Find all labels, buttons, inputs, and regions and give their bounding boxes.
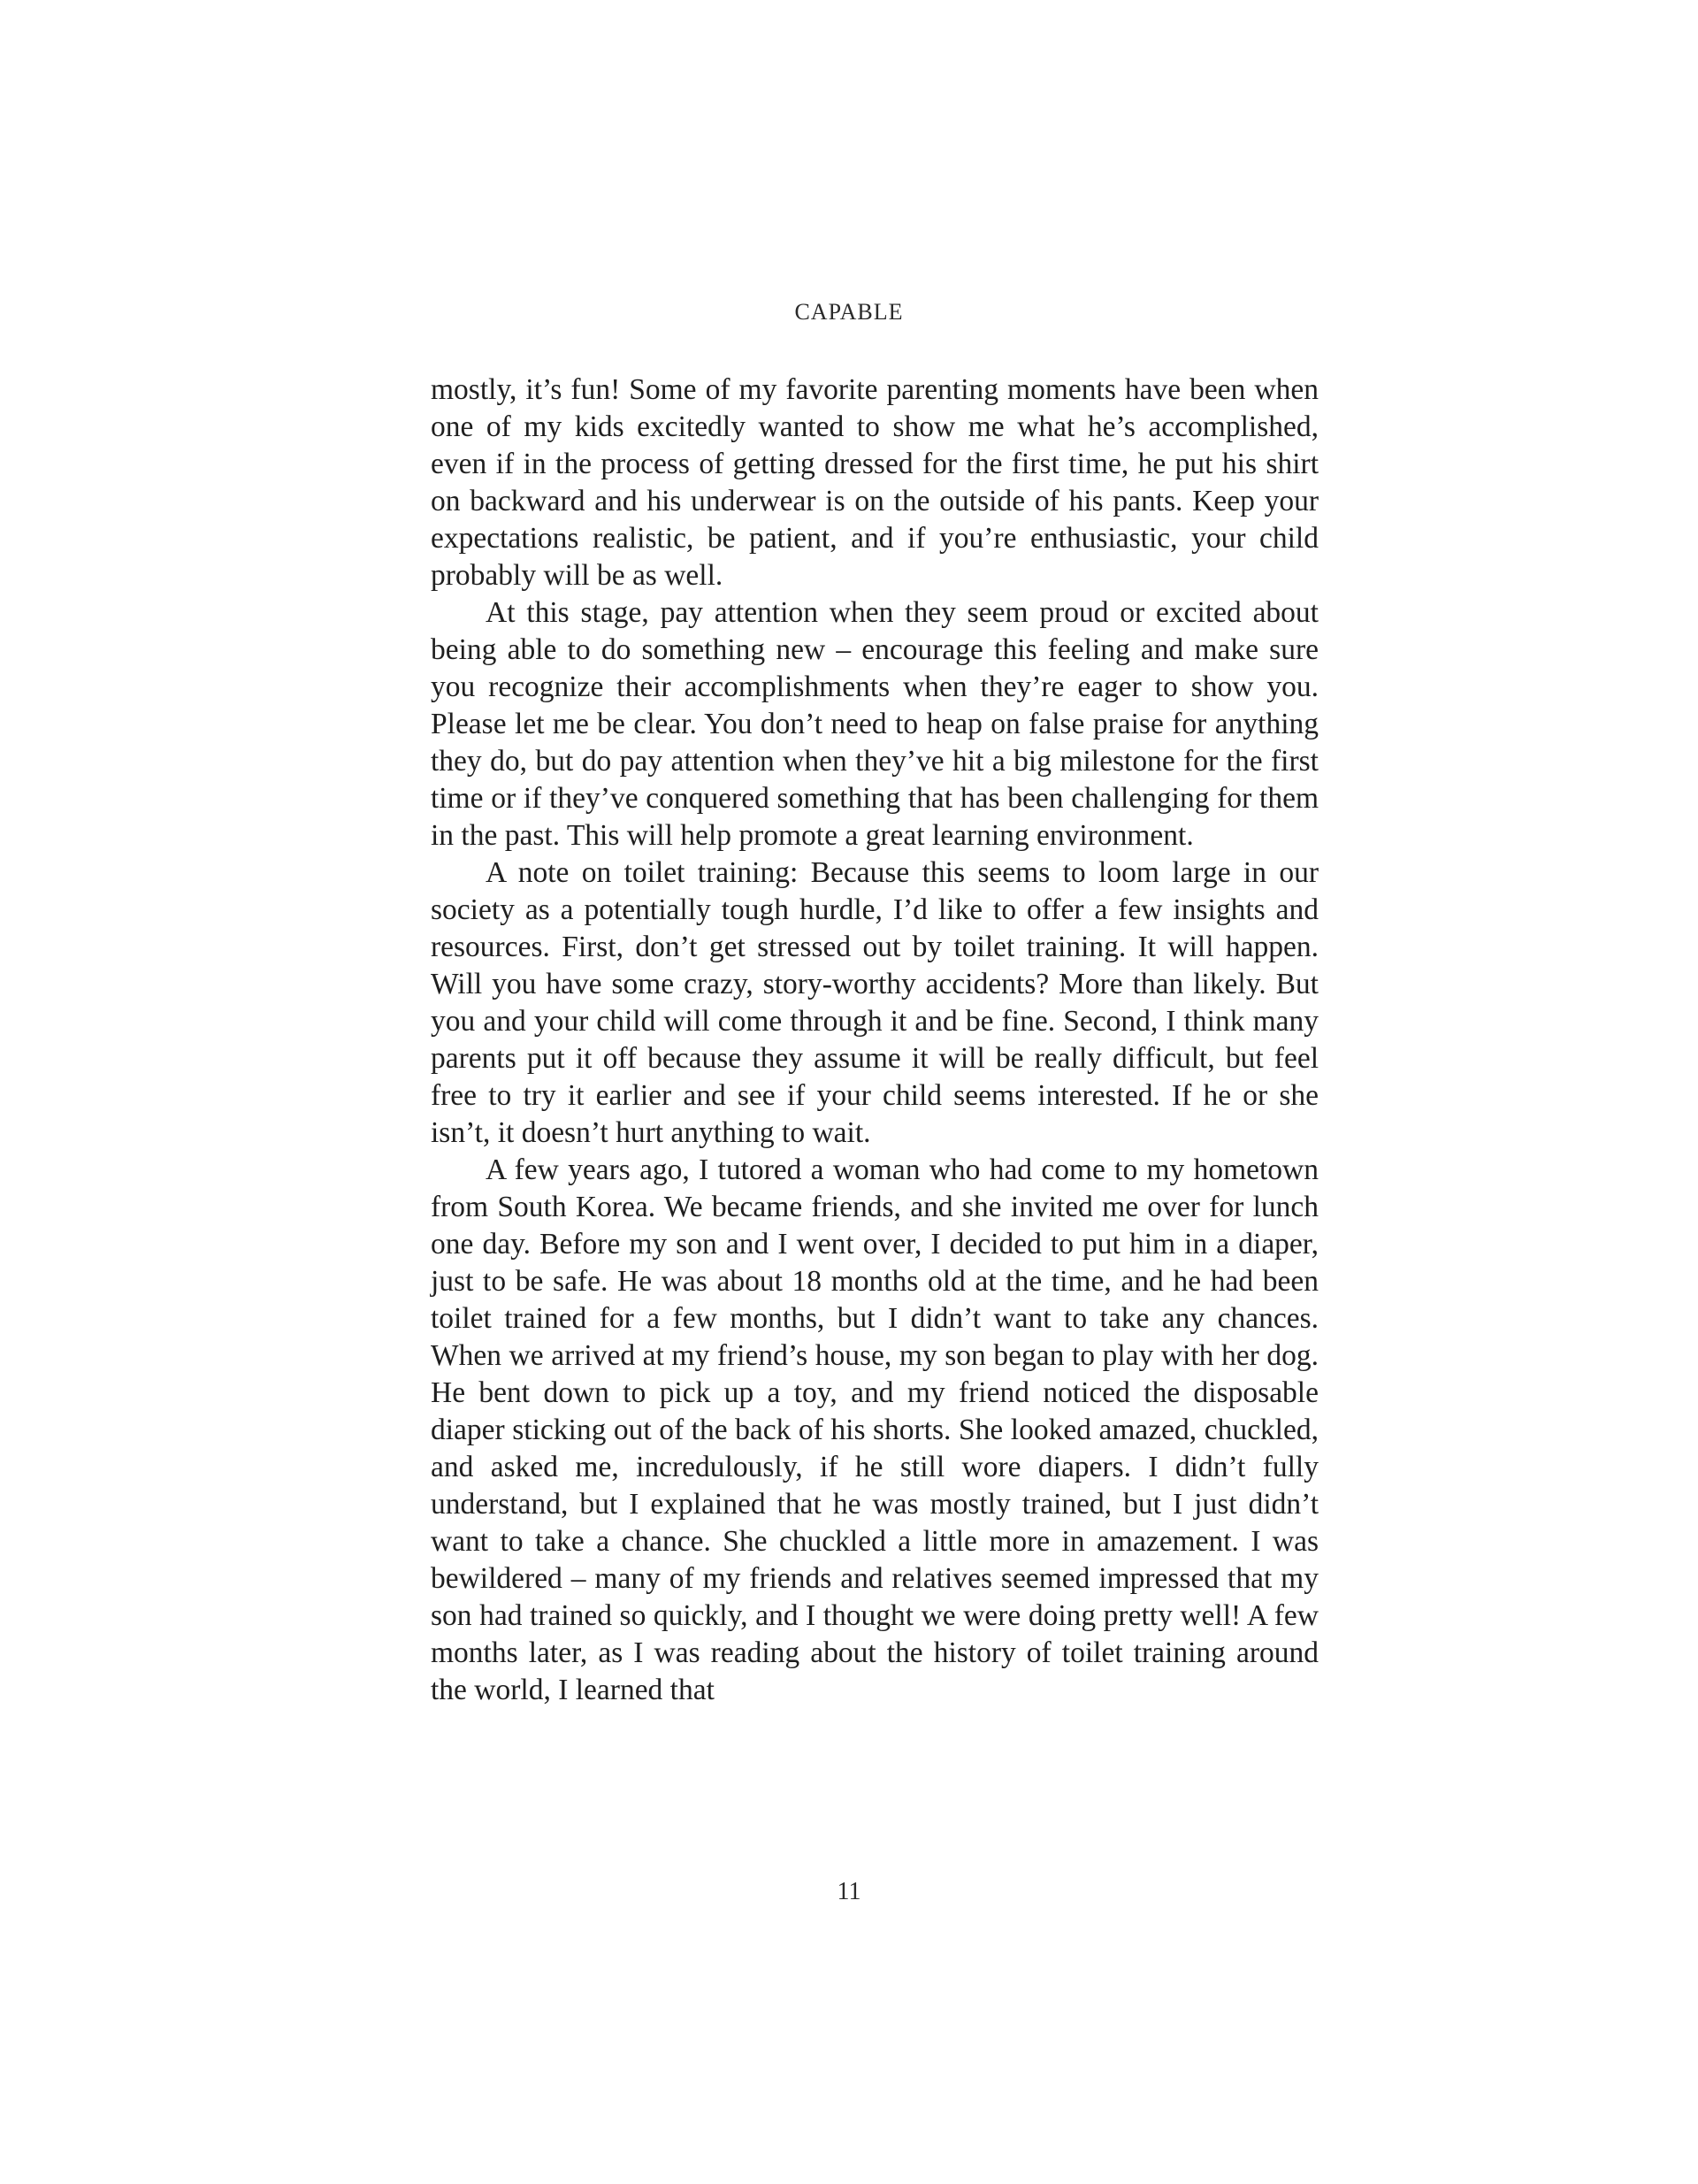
body-text (431, 372, 1319, 1709)
paragraph-south-korea-story: A few years ago, I tutored a woman who had come to my hometown from South Korea. We became friends, and she invited me over for lunch one day. Before my son and I went over, I decided to put him in a diaper, just to be safe. He was about 18 months old at the time, and he had been toilet trained for a few months, but I didn’t want to take any chances. When we arrived at my friend’s house, my son began to play with her dog. He bent down to pick up a toy, and my friend noticed the disposable diaper sticking out of the back of his shorts. She looked amazed, chuckled, and asked me, incredulously, if he still wore diapers. I didn’t fully understand, but I explained that he was mostly trained, but I just didn’t want to take a chance. She chuckled a little more in amazement. I was bewildered – many of my friends and relatives seemed impressed that my son had trained so quickly, and I thought we were doing pretty well! A few months later, as I was reading about the history of toilet training around the world, I learned that (431, 1153, 1319, 1706)
page-number: 11 (837, 1878, 861, 1905)
paragraph-praise: At this stage, pay attention when they seem proud or excited about being able to do something new – encourage this feeling and make sure you recognize their accomplishments when they’re eager to show you. Please let me be clear. You don’t need to heap on false praise for anything they do, but do pay attention when they’ve hit a big milestone for the first time or if they’ve conquered something that has been challenging for them in the past. This will help promote a great learning environment. (431, 596, 1319, 852)
paragraph-continuation: mostly, it’s fun! Some of my favorite parenting moments have been when one of my kids excitedly wanted to show me what he’s accomplished, even if in the process of getting dressed for the first time, he put his shirt on backward and his underwear is on the outside of his pants. Keep your expectations realistic, be patient, and if you’re enthusiastic, your child probably will be as well. (431, 373, 1319, 592)
running-header: CAPABLE (794, 299, 904, 325)
paragraph-toilet-training: A note on toilet training: Because this seems to loom large in our society as a potentially tough hurdle, I’d like to offer a few insights and resources. First, don’t get stressed out by toilet training. It will happen. Will you have some crazy, story-worthy accidents? More than likely. But you and your child will come through it and be fine. Second, I think many parents put it off because they assume it will be really difficult, but feel free to try it earlier and see if your child seems interested. If he or she isn’t, it doesn’t hurt anything to wait. (431, 856, 1319, 1149)
